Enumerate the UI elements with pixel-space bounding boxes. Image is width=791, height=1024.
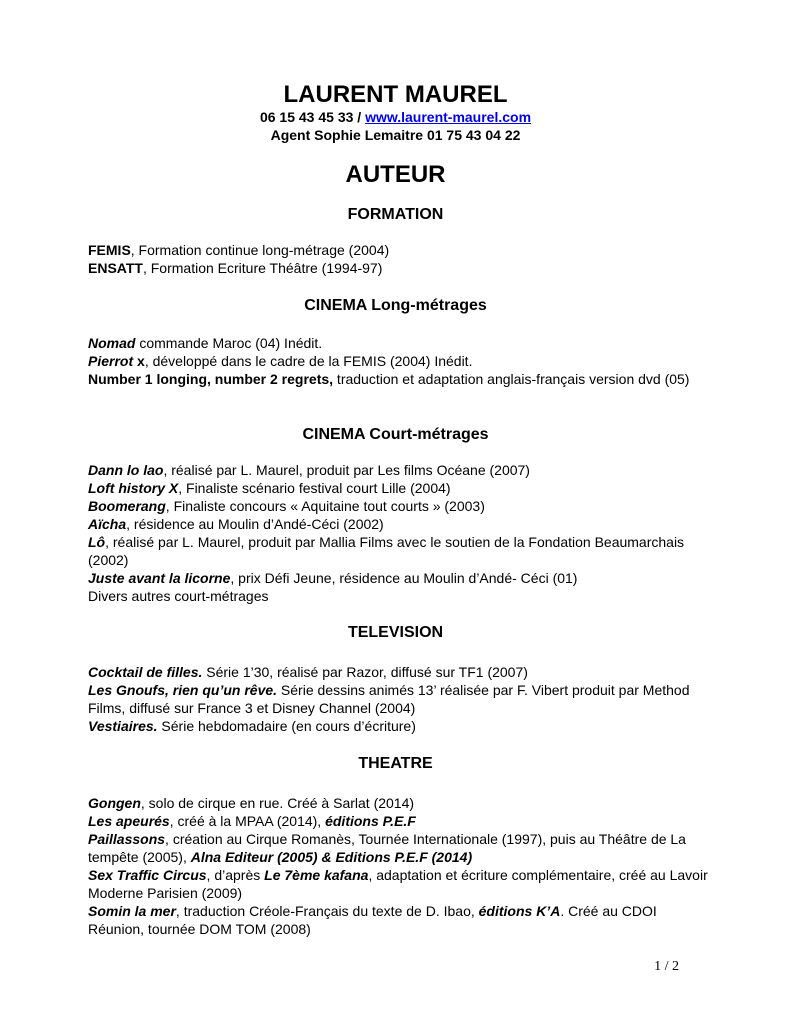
contact-line <box>0 108 791 126</box>
list-item: Divers autres court-métrages <box>88 588 269 604</box>
cinema-long-list <box>88 334 708 388</box>
list-item: Juste avant la licorne, prix Défi Jeune, résidence au Moulin d’Andé- Céci (01) <box>88 570 578 586</box>
list-item: Pierrot x, développé dans le cadre de la FEMIS (2004) Inédit. <box>88 353 473 369</box>
list-item: Somin la mer, traduction Créole-Français du texte de D. Ibao, éditions K’A. Créé au CDOI Réunion, tournée DOM TOM (2008) <box>88 903 657 937</box>
list-item: ENSATT, Formation Ecriture Théâtre (1994-97) <box>88 260 383 276</box>
list-item: Aïcha, résidence au Moulin d’Andé-Céci (2002) <box>88 516 384 532</box>
phone-number: 06 15 43 45 33 / <box>259 109 366 125</box>
agent-line: Agent Sophie Lemaitre 01 75 43 04 22 <box>270 127 521 143</box>
list-item: Loft history X, Finaliste scénario festival court Lille (2004) <box>88 480 451 496</box>
list-item: Number 1 longing, number 2 regrets, traduction et adaptation anglais-français version dvd (05) <box>88 371 690 387</box>
section-title-television: TELEVISION <box>347 624 444 641</box>
section-title-cinema-court: CINEMA Court-métrages <box>302 426 489 443</box>
list-item: Gongen, solo de cirque en rue. Créé à Sarlat (2014) <box>88 795 415 811</box>
list-item: Cocktail de filles. Série 1’30, réalisé par Razor, diffusé sur TF1 (2007) <box>88 664 528 680</box>
cinema-court-list <box>88 461 708 605</box>
list-item: Vestiaires. Série hebdomadaire (en cours d’écriture) <box>88 718 416 734</box>
list-item: FEMIS, Formation continue long-métrage (2004) <box>88 242 390 258</box>
list-item: Les apeurés, créé à la MPAA (2014), éditions P.E.F <box>88 813 416 829</box>
list-item: Sex Traffic Circus, d’après Le 7ème kafana, adaptation et écriture complémentaire, créé au Lavoir Moderne Parisien (2009) <box>88 867 708 901</box>
list-item: Nomad commande Maroc (04) Inédit. <box>88 335 323 351</box>
theatre-list <box>88 794 708 938</box>
list-item: Boomerang, Finaliste concours « Aquitaine tout courts » (2003) <box>88 498 485 514</box>
list-item: Les Gnoufs, rien qu’un rêve. Série dessins animés 13’ réalisée par F. Vibert produit par Method Films, diffusé sur France 3 et Disney Channel (2004) <box>88 682 690 716</box>
section-title-cinema-long: CINEMA Long-métrages <box>304 297 487 314</box>
list-item: Lô, réalisé par L. Maurel, produit par Mallia Films avec le soutien de la Fondation Beaumarchais (2002) <box>88 534 685 568</box>
television-list <box>88 663 708 735</box>
section-title-theatre: THEATRE <box>358 755 433 772</box>
formation-list <box>88 241 708 277</box>
website-link[interactable]: www.laurent-maurel.com <box>365 109 532 125</box>
page-number: 1 / 2 <box>654 959 679 974</box>
section-title-formation: FORMATION <box>347 206 444 223</box>
list-item: Paillassons, création au Cirque Romanès, Tournée Internationale (1997), puis au Théâtre de La tempête (2005), Alna Editeur (2005) & Editions P.E.F (2014) <box>88 831 686 865</box>
author-name: LAURENT MAUREL <box>283 81 508 108</box>
list-item: Dann lo lao, réalisé par L. Maurel, produit par Les films Océane (2007) <box>88 462 530 478</box>
role-title: AUTEUR <box>345 161 446 188</box>
